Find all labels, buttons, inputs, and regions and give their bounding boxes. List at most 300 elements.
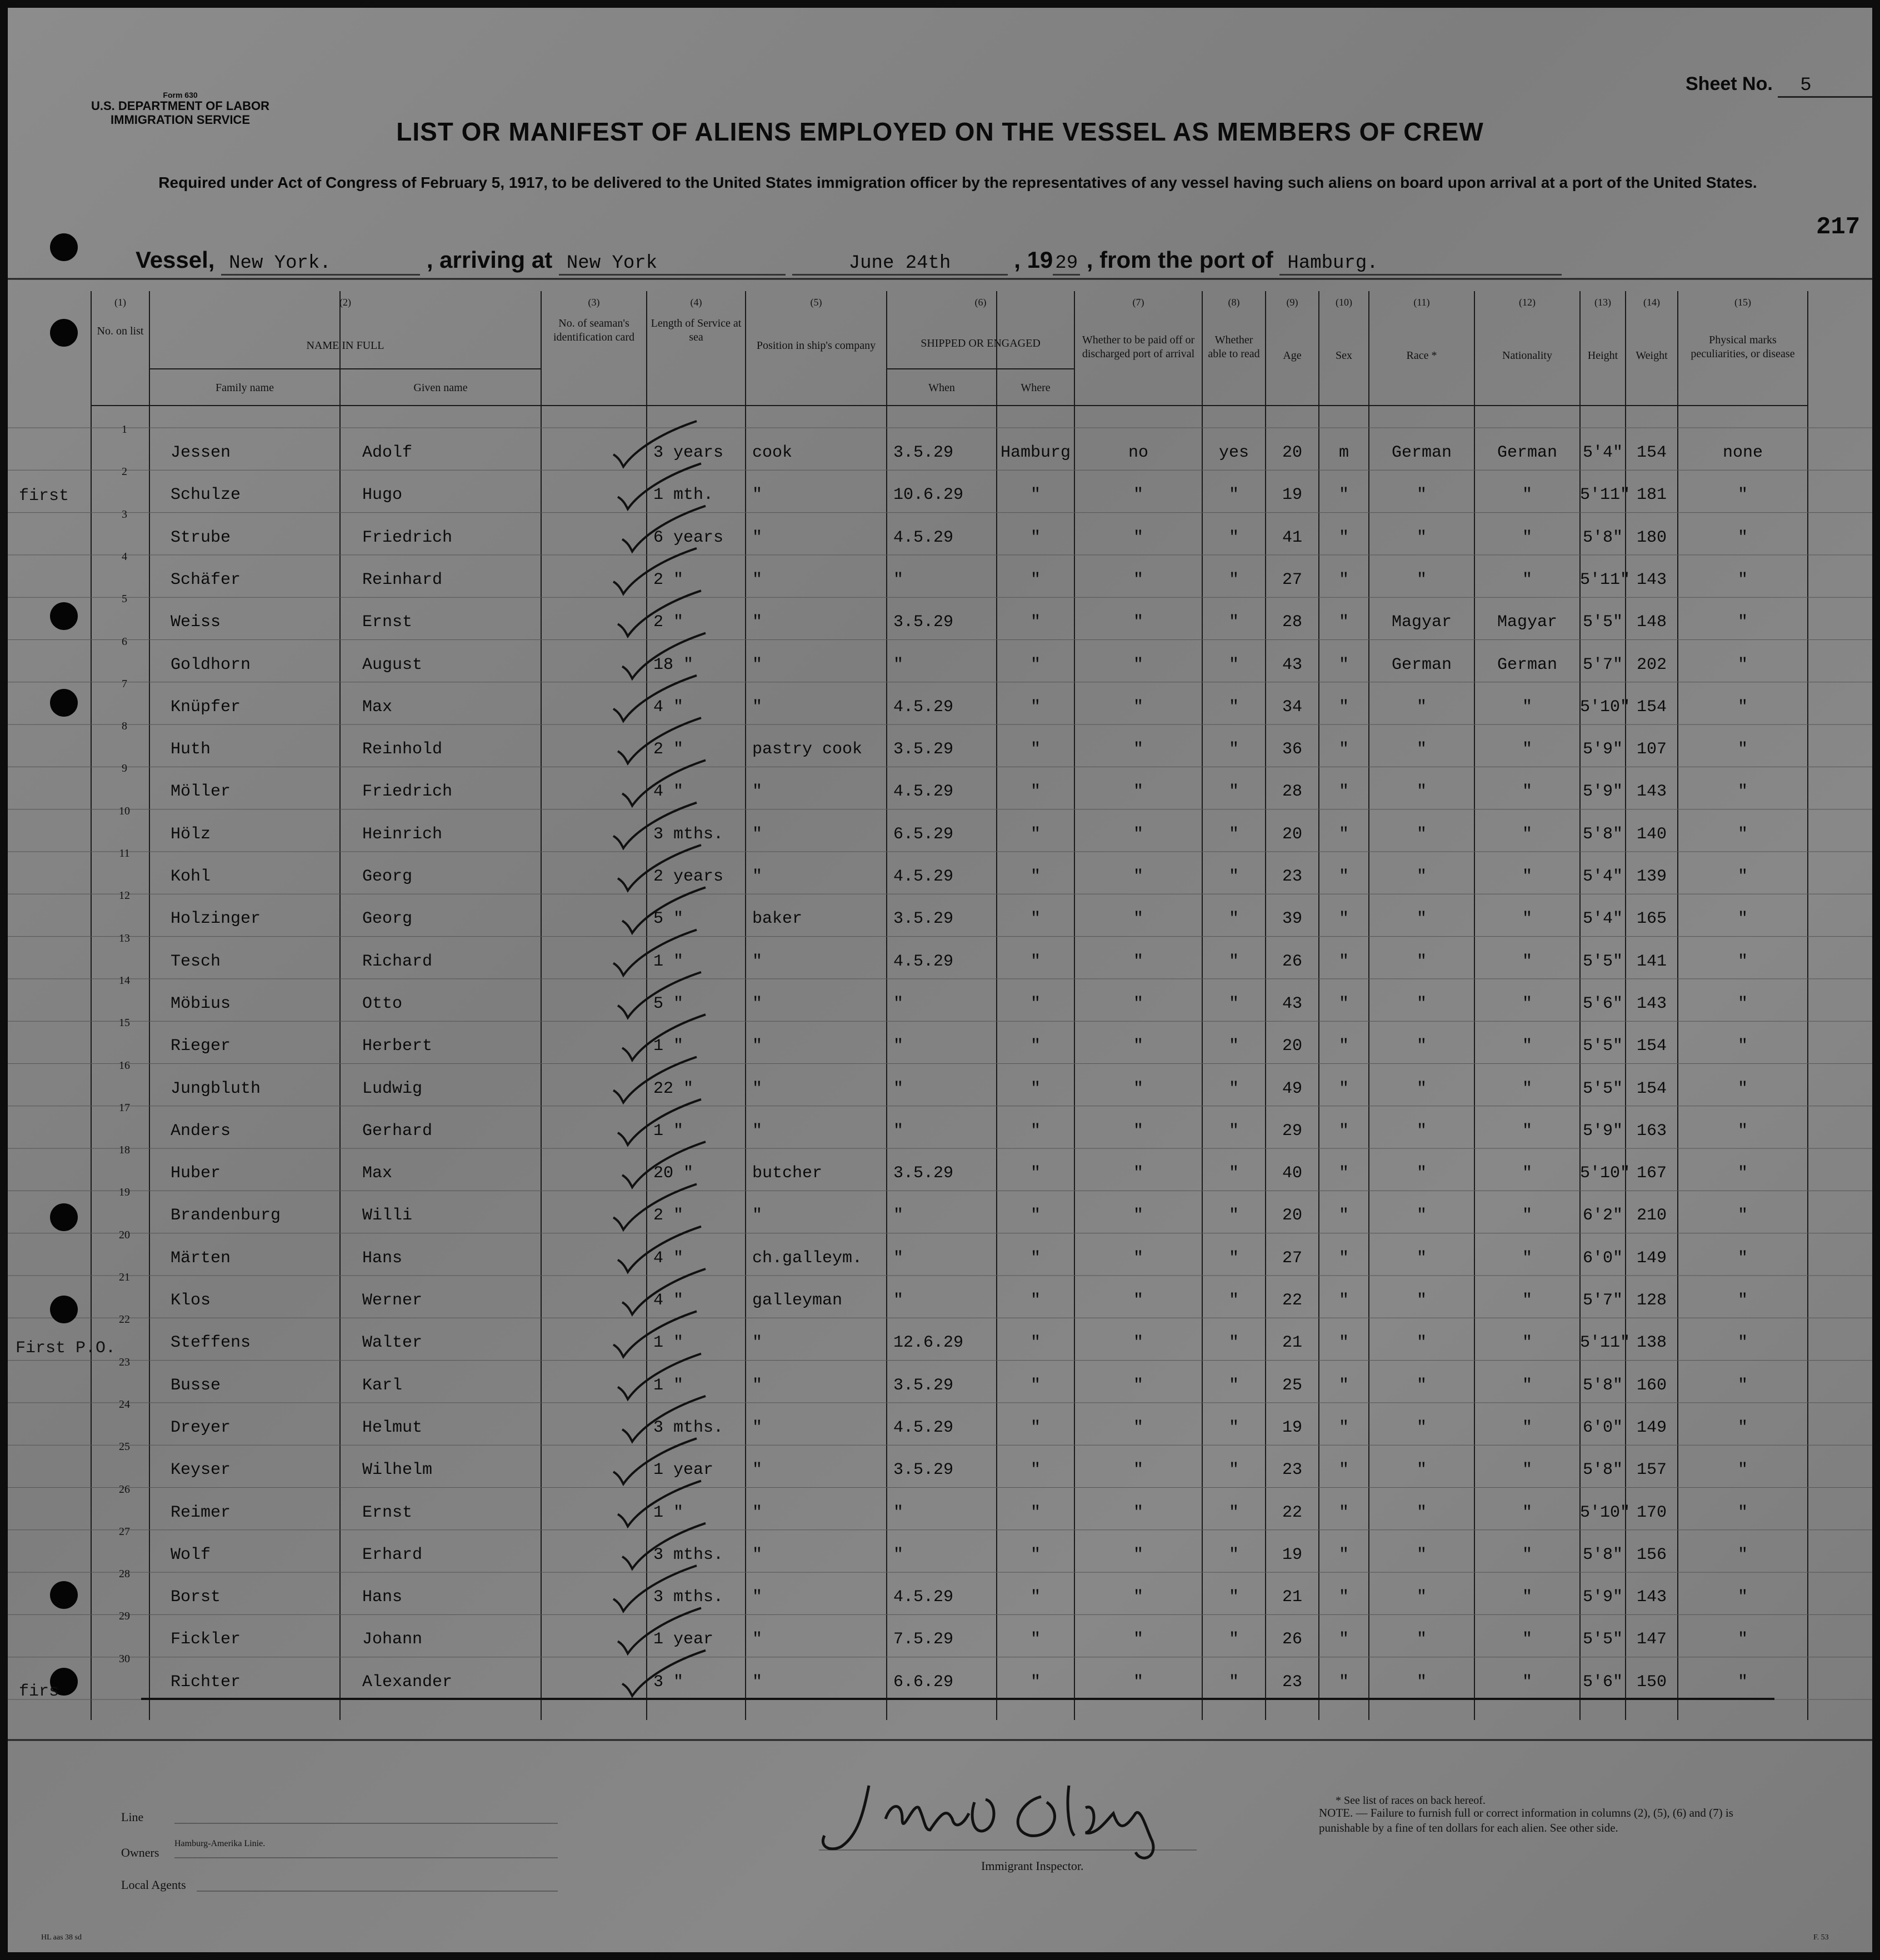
cell-weight: 210: [1636, 1206, 1667, 1226]
cell-where: ": [1030, 1164, 1041, 1183]
cell-nationality: ": [1522, 867, 1532, 886]
service-length-col-header: Length of Service at sea: [651, 317, 742, 343]
cell-family: Weiss: [171, 613, 221, 632]
shipped-col-number: (6): [974, 297, 987, 308]
cell-where: ": [1030, 1672, 1041, 1692]
cell-family: Möller: [171, 782, 231, 802]
margin-note-row-30: firs: [19, 1682, 59, 1701]
cell-family: Holzinger: [171, 909, 261, 929]
cell-where: ": [1030, 1418, 1041, 1437]
cell-given: Georg: [362, 909, 413, 929]
cell-paid: ": [1133, 1121, 1143, 1141]
cell-when: 12.6.29: [893, 1333, 964, 1353]
cell-height: 5'9": [1582, 740, 1623, 759]
cell-when: 10.6.29: [893, 486, 964, 505]
arrival-year: 29: [1053, 253, 1080, 276]
cell-position: ": [752, 1503, 763, 1522]
cell-nationality: Magyar: [1497, 613, 1558, 632]
cell-when: 4.5.29: [893, 952, 954, 971]
cell-given: Richard: [362, 952, 433, 971]
cell-service: 1 year: [653, 1461, 714, 1480]
cell-height: 5'5": [1582, 952, 1623, 971]
row-number: 21: [119, 1271, 130, 1283]
cell-paid: ": [1133, 1079, 1143, 1098]
cell-family: Borst: [171, 1588, 221, 1607]
cell-nationality: ": [1522, 1121, 1532, 1141]
cell-nationality: ": [1522, 697, 1532, 717]
cell-age: 20: [1282, 1037, 1302, 1056]
cell-sex: ": [1338, 1206, 1349, 1226]
cell-paid: ": [1133, 1376, 1143, 1395]
age-col-header: Age: [1283, 349, 1302, 362]
physical-marks-col-number: (15): [1734, 297, 1751, 308]
cell-marks: ": [1737, 1079, 1748, 1098]
cell-where: ": [1030, 994, 1041, 1013]
cell-paid: ": [1133, 1545, 1143, 1564]
cell-position: ": [752, 1545, 763, 1564]
cell-when: ": [893, 655, 904, 674]
cell-marks: ": [1737, 655, 1748, 674]
cell-read: ": [1228, 697, 1239, 717]
cell-service: 5 ": [653, 909, 684, 929]
cell-service: 3 mths.: [653, 1545, 724, 1564]
cell-nationality: German: [1497, 443, 1558, 462]
row-number: 27: [119, 1525, 130, 1538]
cell-height: 5'10": [1580, 1164, 1631, 1183]
service-length-col-number: (4): [690, 297, 702, 308]
cell-weight: 170: [1636, 1503, 1667, 1522]
cell-paid: ": [1133, 613, 1143, 632]
cell-paid: ": [1133, 1248, 1143, 1268]
row-number: 4: [122, 550, 127, 563]
cell-marks: ": [1737, 740, 1748, 759]
cell-given: Ernst: [362, 1503, 413, 1522]
cell-marks: ": [1737, 909, 1748, 929]
cell-position: ": [752, 994, 763, 1013]
cell-read: ": [1228, 1079, 1239, 1098]
cell-read: ": [1228, 1037, 1239, 1056]
cell-where: ": [1030, 909, 1041, 929]
row-number: 2: [122, 466, 127, 478]
cell-paid: ": [1133, 782, 1143, 802]
cell-given: Walter: [362, 1333, 423, 1353]
cell-where: ": [1030, 1291, 1041, 1310]
height-col-number: (13): [1594, 297, 1611, 308]
cell-family: Brandenburg: [171, 1206, 281, 1226]
cell-paid: ": [1133, 486, 1143, 505]
cell-age: 23: [1282, 1672, 1302, 1692]
cell-service: 1 mth.: [653, 486, 714, 505]
line-label: Line: [121, 1810, 144, 1824]
shipped-where-header: Where: [1021, 382, 1051, 394]
cell-paid: ": [1133, 528, 1143, 547]
cell-family: Strube: [171, 528, 231, 547]
print-code: HL aas 38 sd: [41, 1933, 82, 1942]
cell-nationality: ": [1522, 1545, 1532, 1564]
owners-label: Owners: [121, 1846, 159, 1859]
cell-family: Busse: [171, 1376, 221, 1395]
cell-where: ": [1030, 1079, 1041, 1098]
cell-service: 2 ": [653, 613, 684, 632]
cell-when: ": [893, 1079, 904, 1098]
race-col-number: (11): [1413, 297, 1430, 308]
cell-sex: ": [1338, 1164, 1349, 1183]
cell-sex: ": [1338, 867, 1349, 886]
cell-position: ch.galleym.: [752, 1248, 863, 1268]
cell-height: 5'5": [1582, 613, 1623, 632]
cell-read: ": [1228, 782, 1239, 802]
cell-given: Reinhard: [362, 570, 443, 589]
cell-nationality: ": [1522, 1418, 1532, 1437]
cell-height: 5'5": [1582, 1630, 1623, 1649]
cell-position: ": [752, 867, 763, 886]
cell-age: 43: [1282, 994, 1302, 1013]
cell-nationality: ": [1522, 1037, 1532, 1056]
name-col-number: (2): [339, 297, 351, 308]
cell-marks: ": [1737, 1418, 1748, 1437]
cell-weight: 138: [1636, 1333, 1667, 1353]
cell-height: 5'4": [1582, 909, 1623, 929]
cell-when: ": [893, 1248, 904, 1268]
cell-paid: ": [1133, 824, 1143, 844]
owners-value: Hamburg-Amerika Linie.: [174, 1839, 266, 1848]
cell-service: 2 ": [653, 570, 684, 589]
cell-service: 2 years: [653, 867, 724, 886]
cell-race: ": [1416, 1630, 1427, 1649]
cell-where: ": [1030, 1333, 1041, 1353]
cell-service: 1 ": [653, 952, 684, 971]
cell-nationality: ": [1522, 1206, 1532, 1226]
cell-height: 5'4": [1582, 443, 1623, 462]
row-number: 6: [122, 635, 127, 648]
vessel-line: [136, 247, 1562, 276]
cell-service: 3 ": [653, 1672, 684, 1692]
cell-paid: ": [1133, 1206, 1143, 1226]
cell-when: 3.5.29: [893, 613, 954, 632]
cell-position: ": [752, 1206, 763, 1226]
nationality-col-number: (12): [1519, 297, 1536, 308]
cell-race: ": [1416, 909, 1427, 929]
cell-race: ": [1416, 1545, 1427, 1564]
cell-family: Möbius: [171, 994, 231, 1013]
cell-age: 23: [1282, 1461, 1302, 1480]
cell-marks: ": [1737, 1376, 1748, 1395]
cell-when: 4.5.29: [893, 782, 954, 802]
cell-weight: 163: [1636, 1121, 1667, 1141]
cell-read: ": [1228, 1164, 1239, 1183]
cell-paid: ": [1133, 994, 1143, 1013]
cell-family: Jungbluth: [171, 1079, 261, 1098]
race-note: * See list of races on back hereof.: [1336, 1794, 1486, 1807]
row-number: 25: [119, 1441, 130, 1453]
cell-family: Wolf: [171, 1545, 211, 1564]
cell-age: 26: [1282, 1630, 1302, 1649]
cell-where: ": [1030, 1503, 1041, 1522]
cell-when: 4.5.29: [893, 1418, 954, 1437]
cell-given: Werner: [362, 1291, 423, 1310]
cell-where: ": [1030, 1376, 1041, 1395]
row-number: 7: [122, 677, 127, 690]
cell-marks: ": [1737, 1291, 1748, 1310]
paid-off-col-header: Whether to be paid off or discharged port of arrival: [1082, 334, 1195, 360]
cell-weight: 157: [1636, 1461, 1667, 1480]
row-number: 26: [119, 1483, 130, 1496]
family-name-header: Family name: [216, 382, 274, 394]
arrival-port: New York: [559, 253, 786, 276]
cell-marks: ": [1737, 570, 1748, 589]
cell-family: Knüpfer: [171, 697, 241, 717]
row-number: 13: [119, 932, 130, 944]
cell-position: baker: [752, 909, 803, 929]
cell-read: ": [1228, 1630, 1239, 1649]
cell-age: 40: [1282, 1164, 1302, 1183]
cell-given: Georg: [362, 867, 413, 886]
cell-position: ": [752, 1037, 763, 1056]
cell-position: ": [752, 613, 763, 632]
cell-service: 18 ": [653, 655, 694, 674]
cell-weight: 167: [1636, 1164, 1667, 1183]
cell-where: ": [1030, 1545, 1041, 1564]
cell-position: ": [752, 528, 763, 547]
cell-given: Hans: [362, 1588, 403, 1607]
row-number: 15: [119, 1017, 130, 1029]
cell-family: Hölz: [171, 824, 211, 844]
cell-family: Goldhorn: [171, 655, 251, 674]
cell-position: ": [752, 486, 763, 505]
cell-given: Herbert: [362, 1037, 433, 1056]
cell-weight: 149: [1636, 1248, 1667, 1268]
cell-family: Dreyer: [171, 1418, 231, 1437]
cell-weight: 156: [1636, 1545, 1667, 1564]
cell-sex: ": [1338, 1630, 1349, 1649]
cell-age: 21: [1282, 1333, 1302, 1353]
cell-race: ": [1416, 1079, 1427, 1098]
cell-service: 3 mths.: [653, 1588, 724, 1607]
cell-weight: 154: [1636, 697, 1667, 717]
cell-age: 39: [1282, 909, 1302, 929]
cell-when: 6.5.29: [893, 824, 954, 844]
cell-height: 5'5": [1582, 1037, 1623, 1056]
cell-read: ": [1228, 1588, 1239, 1607]
cell-position: ": [752, 1079, 763, 1098]
cell-given: Alexander: [362, 1672, 453, 1692]
cell-given: Hugo: [362, 486, 403, 505]
cell-age: 23: [1282, 867, 1302, 886]
cell-paid: ": [1133, 570, 1143, 589]
row-number: 24: [119, 1398, 130, 1411]
cell-age: 29: [1282, 1121, 1302, 1141]
list-number-col-header: No. on list: [97, 325, 144, 337]
cell-given: Wilhelm: [362, 1461, 433, 1480]
cell-given: Friedrich: [362, 528, 453, 547]
cell-marks: ": [1737, 528, 1748, 547]
arrival-date: June 24th: [792, 253, 1008, 276]
cell-paid: ": [1133, 1630, 1143, 1649]
cell-weight: 143: [1636, 782, 1667, 802]
cell-where: ": [1030, 824, 1041, 844]
local-agents-label: Local Agents: [121, 1878, 186, 1892]
cell-nationality: ": [1522, 824, 1532, 844]
cell-height: 5'7": [1582, 1291, 1623, 1310]
form-code: F. 53: [1813, 1933, 1829, 1942]
cell-family: Huber: [171, 1164, 221, 1183]
cell-sex: ": [1338, 1588, 1349, 1607]
cell-race: ": [1416, 1672, 1427, 1692]
cell-race: ": [1416, 570, 1427, 589]
row-number: 19: [119, 1186, 130, 1199]
cell-read: ": [1228, 570, 1239, 589]
margin-note-row-2: first: [19, 487, 69, 506]
cell-read: ": [1228, 740, 1239, 759]
cell-sex: ": [1338, 909, 1349, 929]
cell-family: Keyser: [171, 1461, 231, 1480]
cell-paid: ": [1133, 655, 1143, 674]
cell-age: 43: [1282, 655, 1302, 674]
cell-weight: 149: [1636, 1418, 1667, 1437]
cell-weight: 139: [1636, 867, 1667, 886]
cell-weight: 140: [1636, 824, 1667, 844]
cell-sex: ": [1338, 1672, 1349, 1692]
cell-position: ": [752, 782, 763, 802]
cell-nationality: ": [1522, 1630, 1532, 1649]
cell-nationality: ": [1522, 1333, 1532, 1353]
cell-sex: ": [1338, 740, 1349, 759]
cell-race: ": [1416, 867, 1427, 886]
cell-position: ": [752, 1376, 763, 1395]
cell-height: 5'6": [1582, 994, 1623, 1013]
cell-race: ": [1416, 1248, 1427, 1268]
cell-read: ": [1228, 1461, 1239, 1480]
sex-col-header: Sex: [1336, 349, 1352, 362]
cell-nationality: ": [1522, 909, 1532, 929]
cell-nationality: ": [1522, 952, 1532, 971]
cell-weight: 180: [1636, 528, 1667, 547]
cell-nationality: ": [1522, 740, 1532, 759]
cell-sex: ": [1338, 528, 1349, 547]
cell-race: ": [1416, 528, 1427, 547]
cell-service: 1 ": [653, 1121, 684, 1141]
cell-weight: 141: [1636, 952, 1667, 971]
cell-where: ": [1030, 528, 1041, 547]
cell-height: 6'0": [1582, 1248, 1623, 1268]
cell-family: Schulze: [171, 486, 241, 505]
cell-nationality: ": [1522, 1164, 1532, 1183]
cell-age: 49: [1282, 1079, 1302, 1098]
weight-col-number: (14): [1643, 297, 1660, 308]
cell-where: ": [1030, 952, 1041, 971]
cell-height: 5'11": [1580, 1333, 1631, 1353]
cell-when: ": [893, 570, 904, 589]
cell-read: ": [1228, 1418, 1239, 1437]
cell-sex: ": [1338, 1121, 1349, 1141]
cell-race: ": [1416, 824, 1427, 844]
cell-read: ": [1228, 824, 1239, 844]
cell-read: yes: [1218, 443, 1249, 462]
cell-service: 1 year: [653, 1630, 714, 1649]
cell-sex: ": [1338, 782, 1349, 802]
cell-when: ": [893, 1121, 904, 1141]
cell-given: Heinrich: [362, 824, 443, 844]
cell-read: ": [1228, 909, 1239, 929]
vessel-label: Vessel,: [136, 247, 215, 273]
cell-position: ": [752, 824, 763, 844]
cell-marks: ": [1737, 867, 1748, 886]
nationality-col-header: Nationality: [1502, 349, 1552, 362]
cell-where: ": [1030, 570, 1041, 589]
cell-position: ": [752, 1121, 763, 1141]
cell-read: ": [1228, 1545, 1239, 1564]
cell-read: ": [1228, 655, 1239, 674]
cell-paid: ": [1133, 909, 1143, 929]
cell-height: 5'5": [1582, 1079, 1623, 1098]
cell-nationality: ": [1522, 1376, 1532, 1395]
cell-sex: ": [1338, 994, 1349, 1013]
cell-age: 34: [1282, 697, 1302, 717]
cell-height: 5'8": [1582, 824, 1623, 844]
cell-when: 7.5.29: [893, 1630, 954, 1649]
row-number: 3: [122, 508, 127, 521]
cell-nationality: ": [1522, 994, 1532, 1013]
cell-marks: ": [1737, 782, 1748, 802]
sheet-number: [1686, 73, 1872, 98]
year-prefix: , 19: [1014, 247, 1053, 273]
cell-nationality: German: [1497, 655, 1558, 674]
cell-age: 36: [1282, 740, 1302, 759]
cell-marks: ": [1737, 1206, 1748, 1226]
cell-given: Ernst: [362, 613, 413, 632]
cell-when: 3.5.29: [893, 1164, 954, 1183]
cell-service: 3 mths.: [653, 824, 724, 844]
cell-marks: ": [1737, 1333, 1748, 1353]
cell-position: ": [752, 1333, 763, 1353]
cell-race: ": [1416, 1376, 1427, 1395]
cell-height: 5'8": [1582, 1461, 1623, 1480]
able-to-read-col-header: Whether able to read: [1208, 334, 1260, 360]
cell-weight: 160: [1636, 1376, 1667, 1395]
cell-marks: none: [1722, 443, 1763, 462]
row-number: 16: [119, 1059, 130, 1072]
cell-sex: ": [1338, 1461, 1349, 1480]
cell-weight: 143: [1636, 570, 1667, 589]
cell-race: ": [1416, 1291, 1427, 1310]
cell-given: Otto: [362, 994, 403, 1013]
cell-read: ": [1228, 1291, 1239, 1310]
row-number: 14: [119, 974, 130, 987]
cell-nationality: ": [1522, 570, 1532, 589]
cell-paid: ": [1133, 1333, 1143, 1353]
margin-note-row-22: First P.O.: [16, 1339, 116, 1358]
punch-hole: [50, 689, 78, 717]
cell-service: 3 years: [653, 443, 724, 462]
cell-age: 20: [1282, 824, 1302, 844]
sheet-label: Sheet No.: [1686, 73, 1773, 94]
cell-height: 5'9": [1582, 1588, 1623, 1607]
cell-paid: ": [1133, 1418, 1143, 1437]
cell-given: Helmut: [362, 1418, 423, 1437]
seaman-card-col-number: (3): [588, 297, 600, 308]
sex-col-number: (10): [1336, 297, 1352, 308]
cell-given: Reinhold: [362, 740, 443, 759]
cell-nationality: ": [1522, 1079, 1532, 1098]
cell-family: Anders: [171, 1121, 231, 1141]
row-number: 20: [119, 1228, 130, 1241]
cell-age: 26: [1282, 952, 1302, 971]
page-title: LIST OR MANIFEST OF ALIENS EMPLOYED ON THE VESSEL AS MEMBERS OF CREW: [396, 117, 1484, 146]
cell-position: ": [752, 1461, 763, 1480]
row-number: 17: [119, 1101, 130, 1114]
cell-when: 4.5.29: [893, 1588, 954, 1607]
cell-service: 22 ": [653, 1079, 694, 1098]
